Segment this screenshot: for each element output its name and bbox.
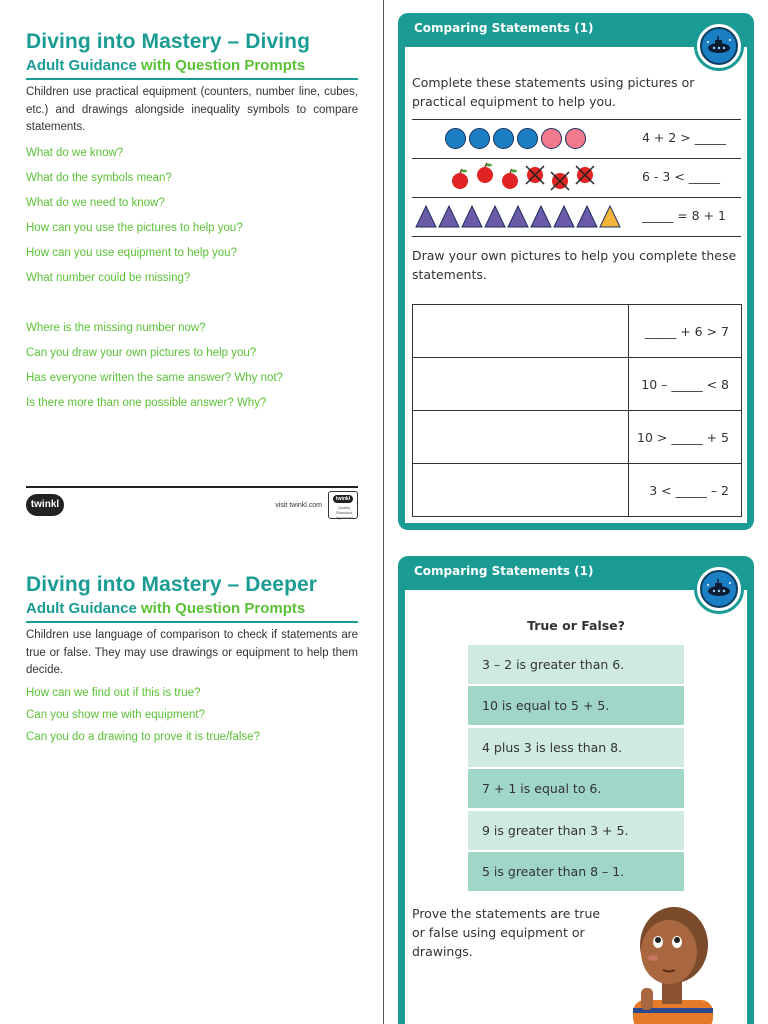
picture-row-counters bbox=[412, 119, 741, 157]
card-true-or-false bbox=[398, 556, 754, 1024]
triangles-icon bbox=[415, 203, 630, 229]
pink-counter-icon bbox=[541, 128, 562, 149]
quality-badge-icon: twinkl Quality Standard Approved bbox=[328, 491, 358, 519]
prompt-item: Can you do a drawing to prove it is true/false? bbox=[26, 730, 260, 743]
guidance-rule bbox=[26, 621, 358, 623]
guidance-title: Diving into Mastery – Deeper bbox=[26, 573, 318, 596]
statement-row: 4 plus 3 is less than 8. bbox=[468, 728, 684, 767]
statement-row: 9 is greater than 3 + 5. bbox=[468, 811, 684, 850]
picture-row-triangles bbox=[412, 197, 741, 235]
card-comparing-statements bbox=[398, 13, 754, 530]
submarine-icon bbox=[694, 564, 744, 614]
table-row bbox=[413, 305, 742, 358]
expression: 10 > _____ + 5 bbox=[629, 411, 742, 464]
prompt-item: Can you draw your own pictures to help you? bbox=[26, 346, 257, 359]
true-false-heading: True or False? bbox=[527, 618, 625, 633]
thinking-child-icon bbox=[617, 900, 727, 1024]
expression: 6 - 3 < _____ bbox=[642, 169, 721, 184]
expression: 3 < _____ – 2 bbox=[629, 464, 742, 517]
draw-intro: Draw your own pictures to help you complete these statements. bbox=[412, 248, 737, 282]
card-intro: Complete these statements using pictures or practical equipment to help you. bbox=[412, 75, 695, 109]
prompt-item: Where is the missing number now? bbox=[26, 321, 206, 334]
drawing-area[interactable] bbox=[413, 305, 629, 358]
guidance-panel-deeper bbox=[26, 573, 358, 748]
prompt-item: What do we know? bbox=[26, 146, 124, 159]
blue-counter-icon bbox=[517, 128, 538, 149]
prompt-item: How can you use equipment to help you? bbox=[26, 246, 237, 259]
statement-row: 5 is greater than 8 – 1. bbox=[468, 852, 684, 891]
card-header: Comparing Statements (1) bbox=[414, 21, 594, 35]
prompt-item: What do we need to know? bbox=[26, 196, 165, 209]
table-row bbox=[413, 464, 742, 517]
statement-row: 10 is equal to 5 + 5. bbox=[468, 686, 684, 725]
guidance-title: Diving into Mastery – Diving bbox=[26, 30, 311, 53]
guidance-subtitle: Adult Guidance with Question Prompts bbox=[26, 600, 306, 617]
expression: 10 – _____ < 8 bbox=[629, 358, 742, 411]
prompt-item: How can you use the pictures to help you? bbox=[26, 221, 243, 234]
drawing-table bbox=[412, 304, 742, 517]
prompt-list bbox=[26, 682, 358, 748]
prompt-item: Can you show me with equipment? bbox=[26, 708, 205, 721]
expression: _____ + 6 > 7 bbox=[629, 305, 742, 358]
guidance-rule bbox=[26, 78, 358, 80]
table-row bbox=[413, 411, 742, 464]
drawing-area[interactable] bbox=[413, 411, 629, 464]
prompt-list bbox=[26, 141, 358, 416]
card-header: Comparing Statements (1) bbox=[414, 564, 594, 578]
pink-counter-icon bbox=[565, 128, 586, 149]
card-body bbox=[405, 590, 747, 1024]
submarine-icon bbox=[694, 21, 744, 71]
blue-counter-icon bbox=[469, 128, 490, 149]
expression: _____ = 8 + 1 bbox=[642, 208, 726, 223]
prompt-item: Has everyone written the same answer? Why not? bbox=[26, 371, 283, 384]
guidance-body: Children use practical equipment (counters, number line, cubes, etc.) and drawings alongside inequality symbols to compare statements. bbox=[26, 86, 358, 133]
prompt-item: What number could be missing? bbox=[26, 271, 191, 284]
statement-row: 7 + 1 is equal to 6. bbox=[468, 769, 684, 808]
expression: 4 + 2 > _____ bbox=[642, 130, 726, 145]
picture-row-apples bbox=[412, 158, 741, 196]
visit-link[interactable]: visit twinkl.com bbox=[275, 502, 322, 509]
blue-counter-icon bbox=[493, 128, 514, 149]
drawing-area[interactable] bbox=[413, 464, 629, 517]
twinkl-logo[interactable]: twinkl bbox=[26, 494, 64, 516]
prove-instruction: Prove the statements are true or false using equipment or drawings. bbox=[412, 906, 601, 959]
prompt-item: How can we find out if this is true? bbox=[26, 686, 201, 699]
guidance-subtitle: Adult Guidance with Question Prompts bbox=[26, 57, 306, 74]
blue-counter-icon bbox=[445, 128, 466, 149]
guidance-body: Children use language of comparison to check if statements are true or false. They may use drawings or equipment to help them decide. bbox=[26, 629, 358, 676]
card-body bbox=[405, 47, 747, 523]
prompt-item: What do the symbols mean? bbox=[26, 171, 172, 184]
statement-row: 3 – 2 is greater than 6. bbox=[468, 645, 684, 684]
page-divider bbox=[383, 0, 384, 1024]
guidance-panel-diving bbox=[26, 30, 358, 416]
apples-icon bbox=[448, 162, 598, 192]
table-row bbox=[413, 358, 742, 411]
drawing-area[interactable] bbox=[413, 358, 629, 411]
prompt-item: Is there more than one possible answer? Why? bbox=[26, 396, 267, 409]
page-footer bbox=[26, 486, 358, 520]
